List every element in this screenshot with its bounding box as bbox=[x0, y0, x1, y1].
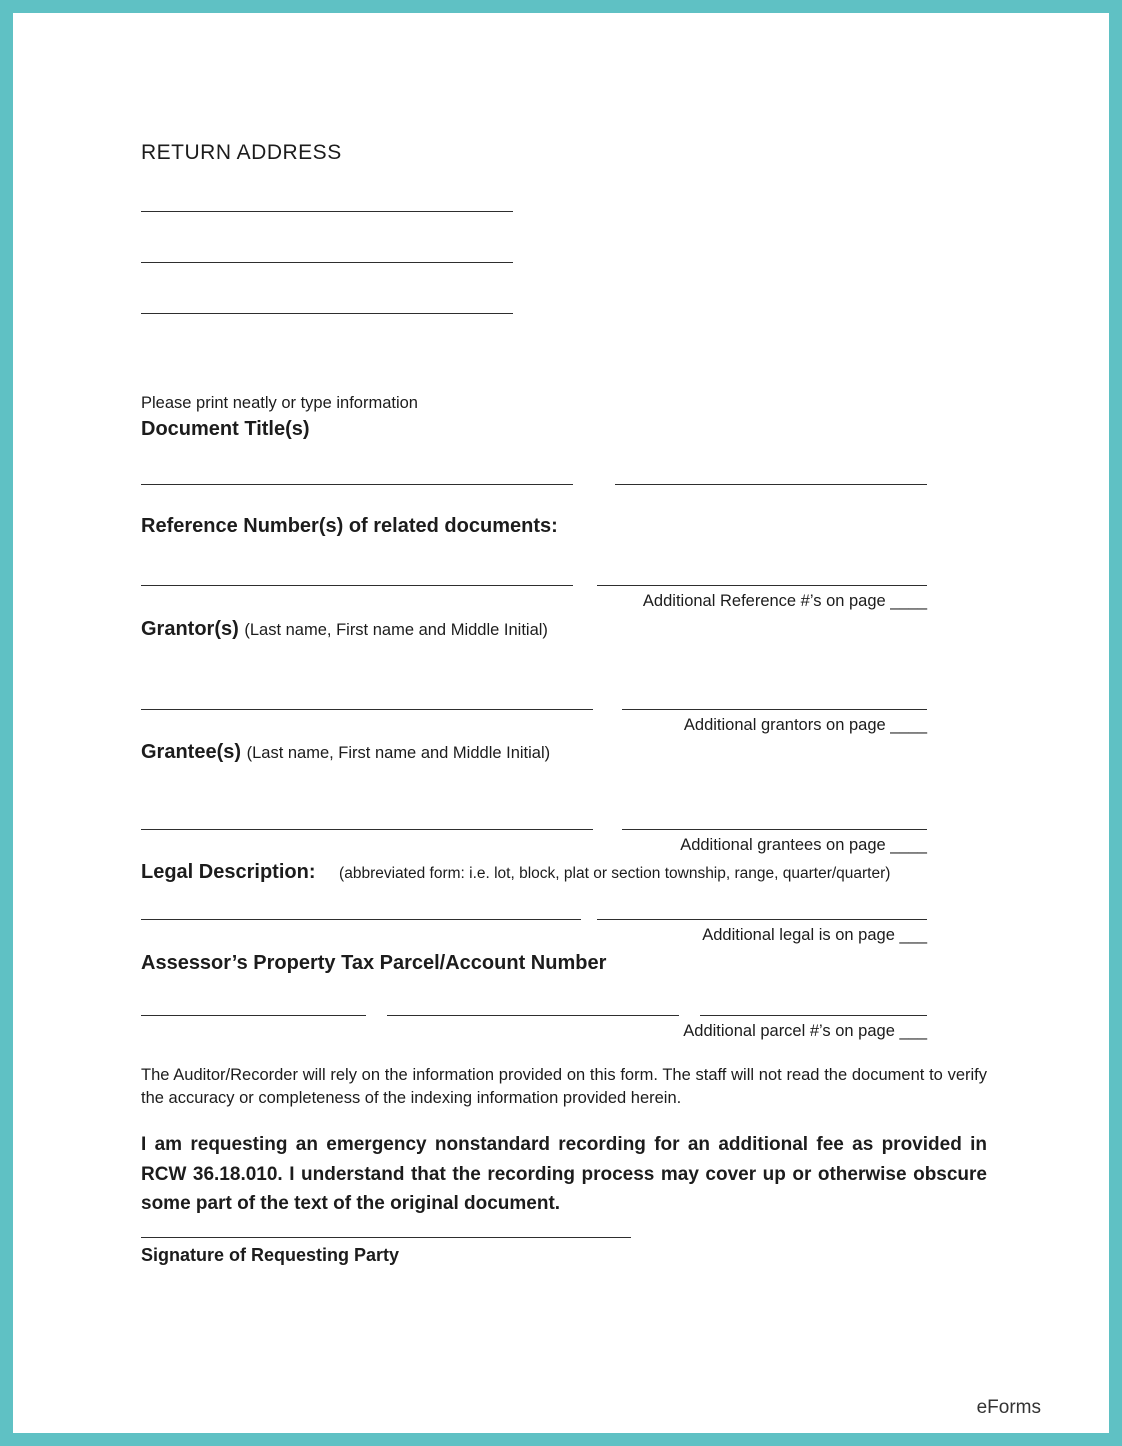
additional-reference-note: Additional Reference #’s on page ____ bbox=[642, 592, 927, 610]
legal-description-label: Legal Description: bbox=[141, 861, 316, 883]
grantor-label-row bbox=[141, 616, 987, 643]
grantee-name-format-note: (Last name, First name and Middle Initial) bbox=[246, 744, 551, 762]
grantor-blank-right bbox=[622, 709, 927, 710]
additional-legal-note: Additional legal is on page ___ bbox=[702, 926, 927, 944]
recording-cover-sheet-page bbox=[13, 13, 1109, 1433]
grantor-blank-row bbox=[141, 709, 927, 710]
parcel-blank-2 bbox=[387, 1015, 679, 1016]
grantee-blank-left bbox=[141, 829, 593, 830]
document-title-label: Document Title(s) bbox=[141, 418, 310, 440]
eforms-watermark: eForms bbox=[976, 1397, 1041, 1418]
additional-parcel-note: Additional parcel #’s on page ___ bbox=[683, 1022, 927, 1040]
return-address-label: RETURN ADDRESS bbox=[141, 141, 342, 164]
additional-grantees-note: Additional grantees on page ____ bbox=[680, 836, 927, 854]
grantee-blank-right bbox=[622, 829, 927, 830]
grantee-label-row bbox=[141, 739, 987, 766]
reference-blank-right bbox=[597, 585, 927, 586]
signature-blank-line bbox=[141, 1237, 631, 1238]
reference-numbers-label: Reference Number(s) of related documents: bbox=[141, 515, 558, 537]
return-address-blank-line-3 bbox=[141, 313, 513, 314]
document-title-blank-row bbox=[141, 484, 927, 485]
parcel-blank-row bbox=[141, 1015, 927, 1016]
assessor-parcel-label: Assessor’s Property Tax Parcel/Account Number bbox=[141, 952, 607, 974]
grantor-name-format-note: (Last name, First name and Middle Initial) bbox=[244, 621, 548, 639]
return-address-blank-line-1 bbox=[141, 211, 513, 212]
grantor-label: Grantor(s) bbox=[141, 618, 239, 640]
legal-blank-row bbox=[141, 919, 927, 920]
legal-blank-right bbox=[597, 919, 927, 920]
parcel-blank-3 bbox=[700, 1015, 927, 1016]
emergency-recording-paragraph: I am requesting an emergency nonstandard recording for an additional fee as provided in RCW 36.18.010. I understand that the recording process may cover up or otherwise obscure some part of the text of the original document. bbox=[141, 1134, 987, 1214]
legal-abbreviated-form-note: (abbreviated form: i.e. lot, block, plat or section township, range, quarter/quarter) bbox=[339, 865, 891, 882]
legal-blank-left bbox=[141, 919, 581, 920]
document-title-blank-left bbox=[141, 484, 573, 485]
document-title-blank-right bbox=[615, 484, 927, 485]
grantor-blank-left bbox=[141, 709, 593, 710]
legal-description-label-row bbox=[141, 859, 987, 887]
print-neatly-note: Please print neatly or type information bbox=[141, 394, 418, 412]
signature-label: Signature of Requesting Party bbox=[141, 1244, 400, 1265]
grantee-label: Grantee(s) bbox=[141, 741, 242, 763]
parcel-blank-1 bbox=[141, 1015, 366, 1016]
grantee-blank-row bbox=[141, 829, 927, 830]
auditor-disclaimer-paragraph: The Auditor/Recorder will rely on the information provided on this form. The staff will not read the document to verify the accuracy or completeness of the indexing information provided herein. bbox=[141, 1066, 987, 1107]
reference-blank-left bbox=[141, 585, 573, 586]
return-address-blank-line-2 bbox=[141, 262, 513, 263]
additional-grantors-note: Additional grantors on page ____ bbox=[683, 716, 927, 734]
reference-blank-row bbox=[141, 585, 927, 586]
